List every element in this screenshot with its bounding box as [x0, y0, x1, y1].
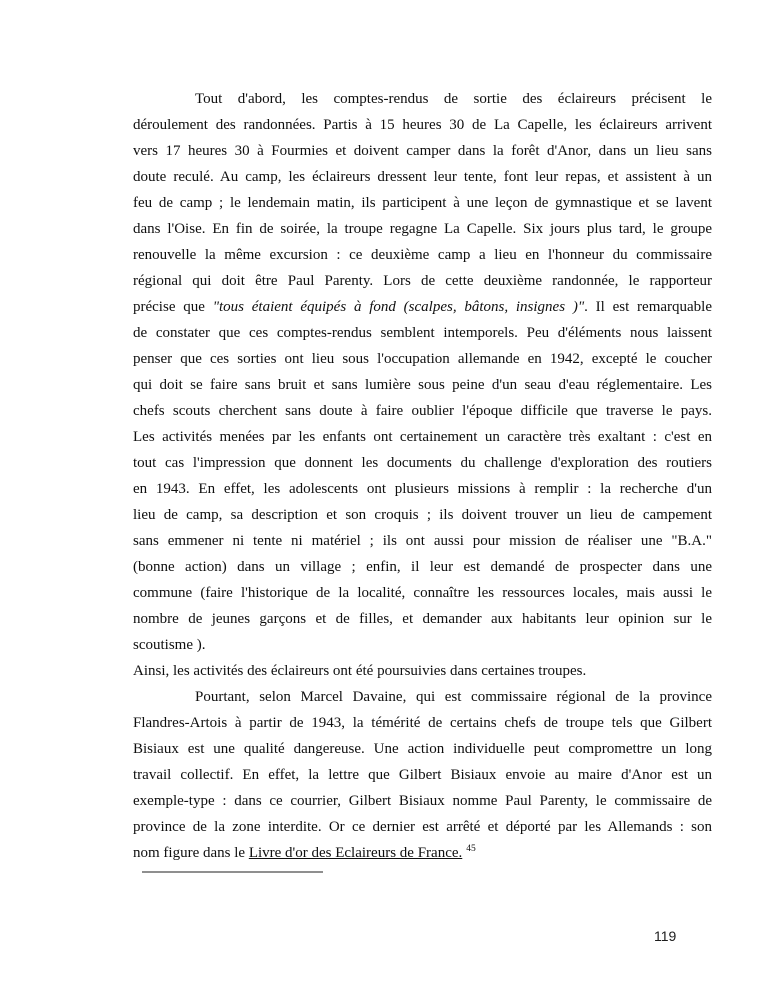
text-line: nombre de jeunes garçons et de filles, et demander aux habitants leur opinion sur le [133, 611, 712, 627]
text-line: tout cas l'impression que donnent les documents du challenge d'exploration des routiers [133, 455, 712, 471]
footnote-rule [142, 871, 323, 873]
text-line: vers 17 heures 30 à Fourmies et doivent camper dans la forêt d'Anor, dans un lieu sans [133, 143, 712, 159]
text-line: en 1943. En effet, les adolescents ont plusieurs missions à remplir : la recherche d'un [133, 481, 712, 497]
text-line [133, 294, 712, 320]
text-line: Pourtant, selon Marcel Davaine, qui est commissaire régional de la province [195, 689, 712, 705]
body-text [133, 86, 712, 873]
quoted-report-italic: "tous étaient équipés à fond (scalpes, bâtons, insignes )" [212, 299, 585, 315]
text-segment: nom figure dans le [133, 845, 249, 861]
text-line: travail collectif. En effet, la lettre que Gilbert Bisiaux envoie au maire d'Anor est un [133, 767, 712, 783]
text-line: déroulement des randonnées. Partis à 15 heures 30 de La Capelle, les éclaireurs arrivent [133, 117, 712, 133]
text-line: renouvelle la même excursion : ce deuxième camp a lieu en l'honneur du commissaire [133, 247, 712, 263]
text-line: Bisiaux est une qualité dangereuse. Une action individuelle peut compromettre un long [133, 741, 712, 757]
text-line: dans l'Oise. En fin de soirée, la troupe regagne La Capelle. Six jours plus tard, le groupe [133, 221, 712, 237]
text-line: feu de camp ; le lendemain matin, ils participent à une leçon de gymnastique et se lavent [133, 195, 712, 211]
text-line: (bonne action) dans un village ; enfin, il leur est demandé de prospecter dans une [133, 559, 712, 575]
text-line: doute reculé. Au camp, les éclaireurs dressent leur tente, font leur repas, et assistent à un [133, 169, 712, 185]
text-line: scoutisme ). [133, 637, 206, 653]
text-segment: . Il est remarquable [584, 299, 712, 315]
text-line: Ainsi, les activités des éclaireurs ont été poursuivies dans certaines troupes. [133, 663, 587, 679]
text-line: commune (faire l'historique de la localité, connaître les ressources locales, mais aussi le [133, 585, 712, 601]
text-line: Tout d'abord, les comptes-rendus de sortie des éclaireurs précisent le [195, 91, 712, 107]
text-line: de constater que ces comptes-rendus semblent intemporels. Peu d'éléments nous laissent [133, 325, 712, 341]
text-line: province de la zone interdite. Or ce dernier est arrêté et déporté par les Allemands : son [133, 819, 712, 835]
text-line: Les activités menées par les enfants ont certainement un caractère très exaltant : c'est en [133, 429, 712, 445]
text-line: sans emmener ni tente ni matériel ; ils ont aussi pour mission de réaliser une "B.A." [133, 533, 712, 549]
text-line: régional qui doit être Paul Parenty. Lors de cette deuxième randonnée, le rapporteur [133, 273, 712, 289]
text-line [133, 840, 712, 866]
text-line: Flandres-Artois à partir de 1943, la témérité de certains chefs de troupe tels que Gilbert [133, 715, 712, 731]
text-line: qui doit se faire sans bruit et sans lumière sous peine d'un seau d'eau réglementaire. Les [133, 377, 712, 393]
text-line: chefs scouts cherchent sans doute à faire oublier l'époque difficile que traverse le pays. [133, 403, 712, 419]
page-number: 119 [654, 928, 677, 944]
text-line: exemple-type : dans ce courrier, Gilbert Bisiaux nomme Paul Parenty, le commissaire de [133, 793, 712, 809]
text-segment: précise que [133, 299, 213, 315]
text-line: lieu de camp, sa description et son croquis ; ils doivent trouver un lieu de campement [133, 507, 712, 523]
footnote-reference: 45 [466, 844, 476, 854]
underlined-book-title: Livre d'or des Eclaireurs de France. [248, 845, 463, 861]
text-line: penser que ces sorties ont lieu sous l'occupation allemande en 1942, excepté le coucher [133, 351, 712, 367]
